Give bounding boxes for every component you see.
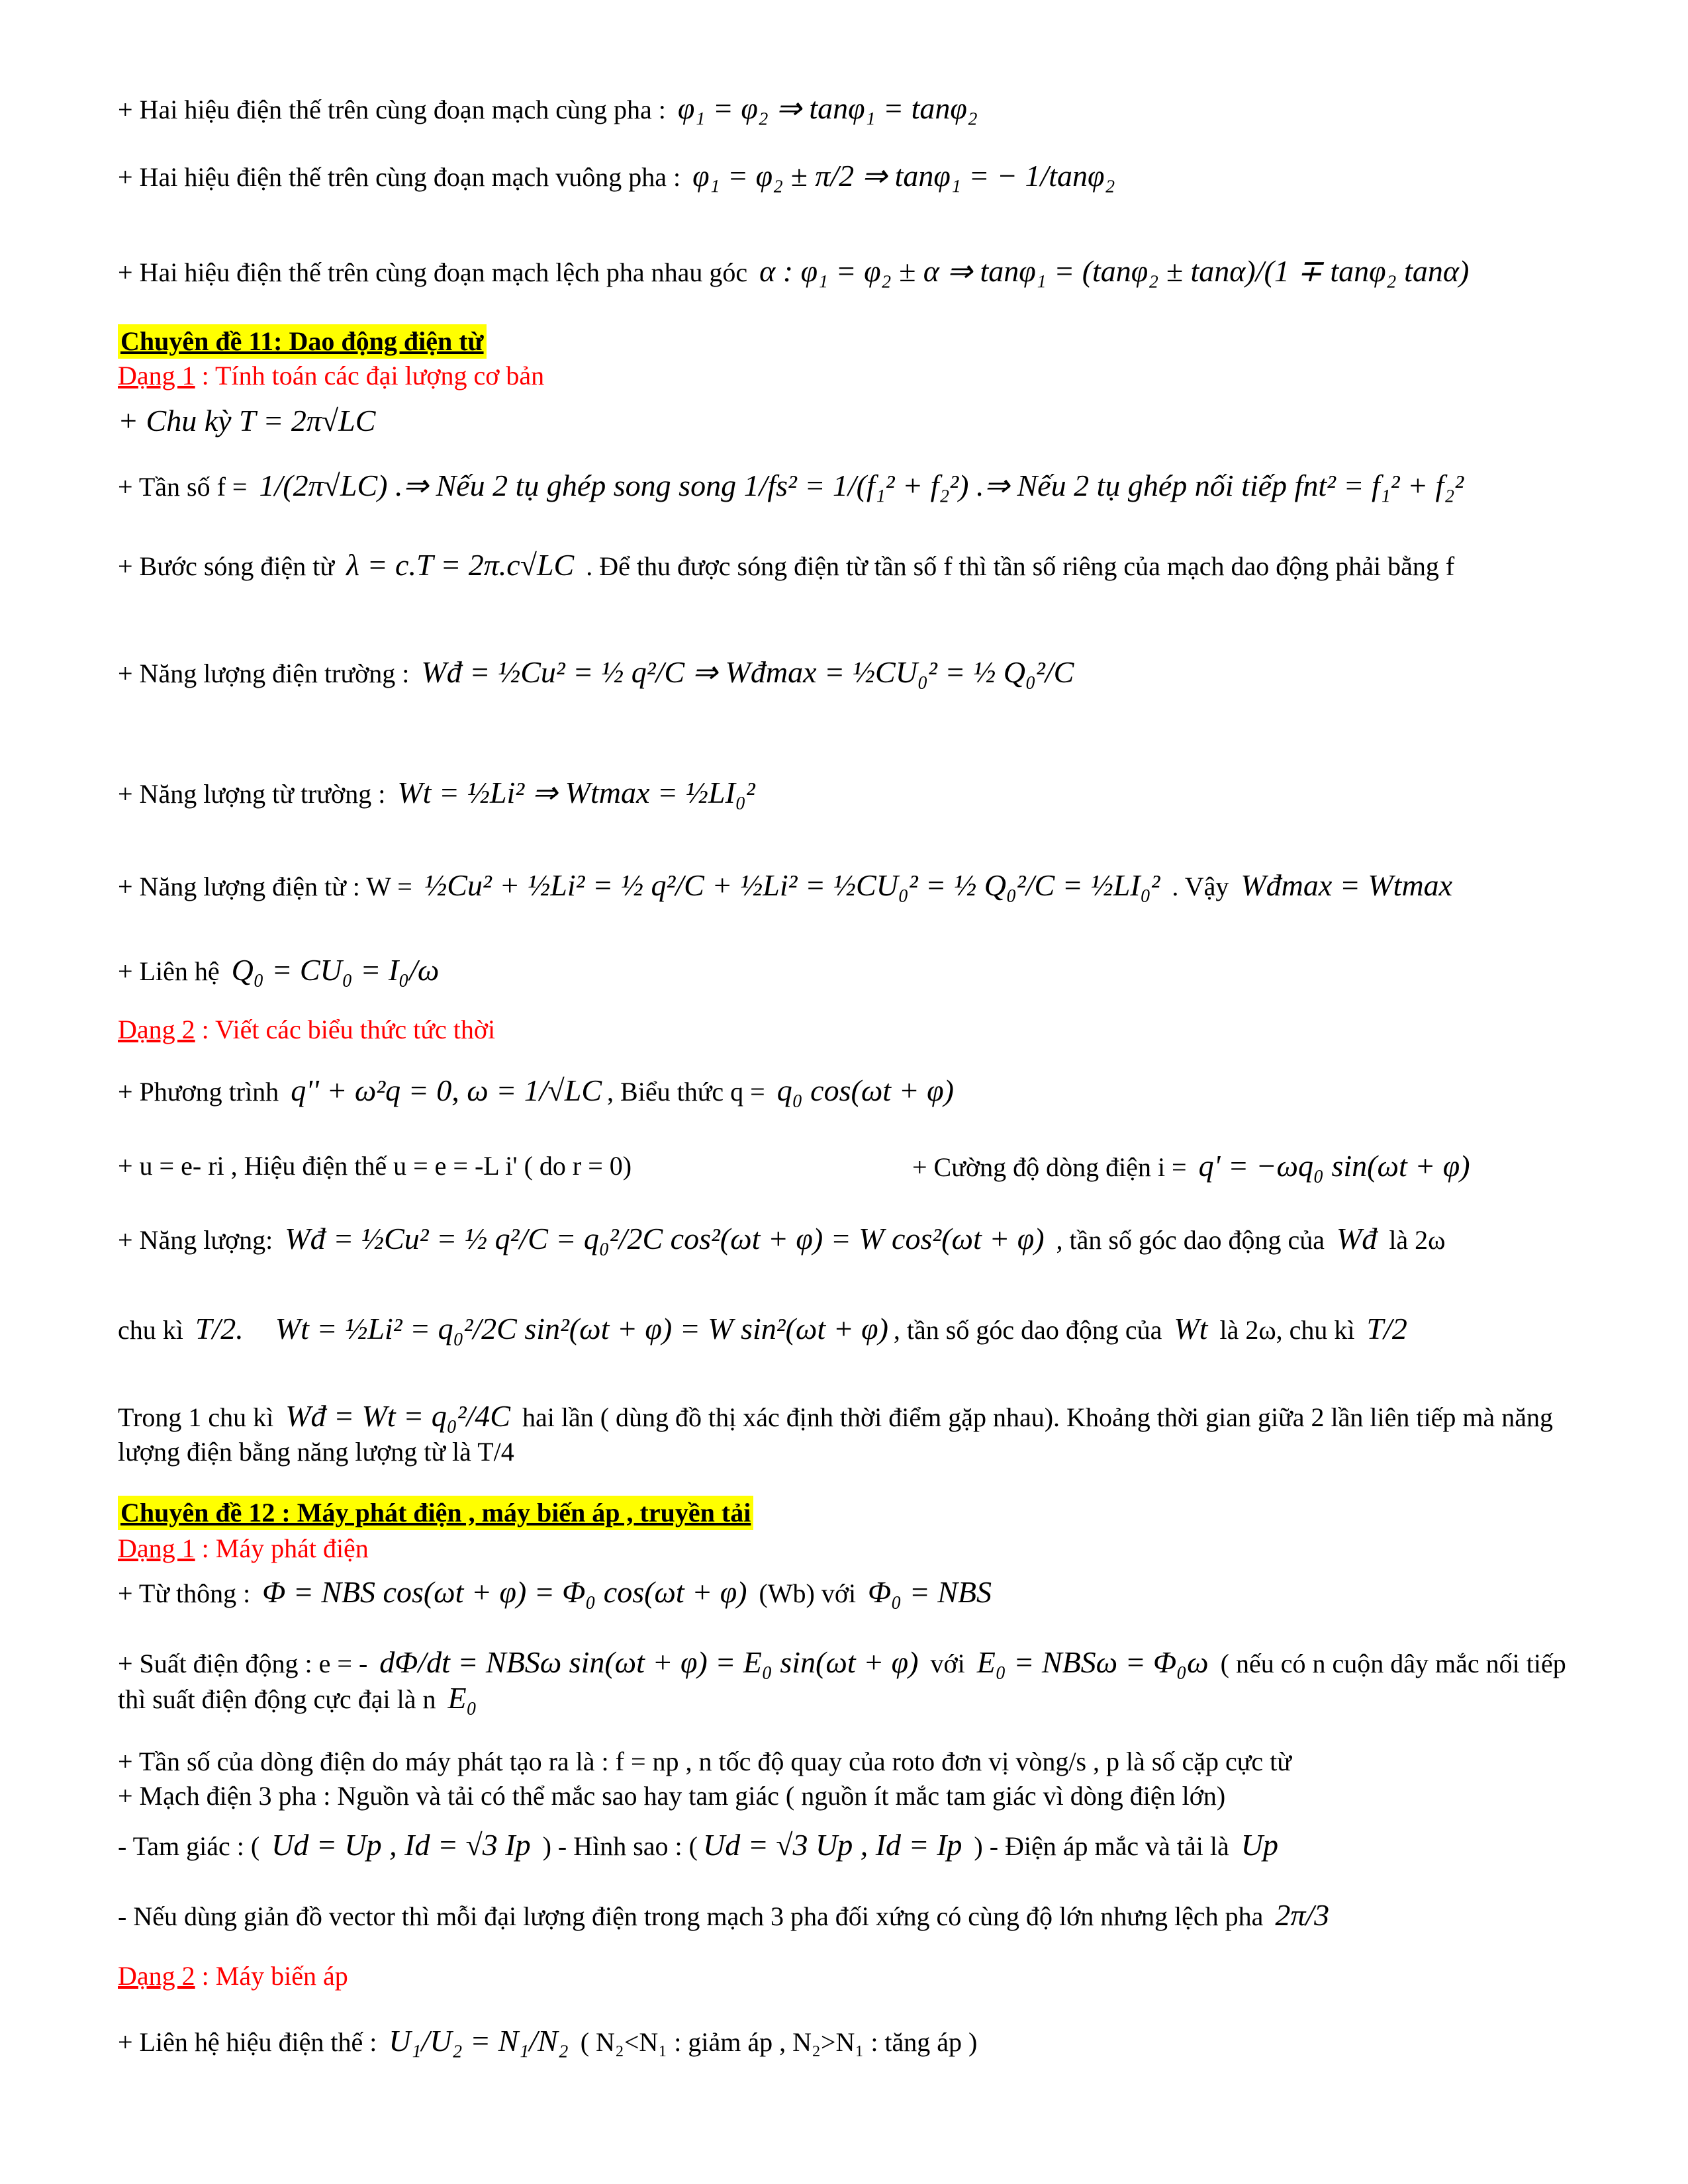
text: + Bước sóng điện từ xyxy=(118,551,342,581)
section-header-11: Chuyên đề 11: Dao động điện từ xyxy=(118,324,487,359)
formula: Φ₀ = NBS xyxy=(868,1575,992,1609)
formula: Φ = NBS cos(ωt + φ) = Φ₀ cos(ωt + φ) xyxy=(262,1575,747,1609)
formula: U₁/U₂ = N₁/N₂ xyxy=(389,2024,569,2058)
formula: T/2 xyxy=(1366,1312,1407,1345)
line-equal-energy xyxy=(118,1399,1594,1469)
formula: Up xyxy=(1241,1828,1278,1862)
line-period xyxy=(118,404,1594,439)
line-emf xyxy=(118,1645,1594,1717)
line-connections xyxy=(118,1828,1594,1864)
text: , tần số góc dao động của xyxy=(893,1315,1169,1345)
formula: Wt = ½Li² ⇒ Wtmax = ½LI₀² xyxy=(397,776,755,809)
formula: Wđ = ½Cu² = ½ q²/C ⇒ Wđmax = ½CU₀² = ½ Q₀²/C xyxy=(421,655,1074,689)
subsection-text: : Máy biến áp xyxy=(195,1961,348,1991)
formula: Ud = Up , Id = √3 Ip xyxy=(271,1828,531,1862)
formula: Wt = ½Li² = q₀²/2C sin²(ωt + φ) = W sin²(ωt + φ) xyxy=(275,1312,888,1345)
formula: λ = c.T = 2π.c√LC xyxy=(346,548,575,582)
subsection-label: Dạng 2 xyxy=(118,1961,195,1991)
formula: φ₁ = φ₂ ± π/2 ⇒ tanφ₁ = − 1/tanφ₂ xyxy=(692,159,1115,193)
line-three-phase xyxy=(118,1779,1594,1813)
line-energy-time xyxy=(118,1222,1594,1257)
text: là 2ω xyxy=(1382,1225,1446,1255)
subsection-type-1 xyxy=(118,359,544,393)
text: + Năng lượng: xyxy=(118,1225,280,1255)
text: + Từ thông : xyxy=(118,1578,258,1608)
line-generator-frequency xyxy=(118,1745,1594,1779)
formula: q' = −ωq₀ sin(ωt + φ) xyxy=(1198,1149,1470,1183)
formula: E₀ = NBSω = Φ₀ω xyxy=(976,1645,1209,1679)
formula: α : φ₁ = φ₂ ± α ⇒ tanφ₁ = (tanφ₂ ± tanα)/(1 ∓ tanφ₂ tanα) xyxy=(759,254,1470,288)
formula: Ud = √3 Up , Id = Ip xyxy=(702,1828,962,1862)
text: ( N₂<N₁ : giảm áp , N₂>N₁ : tăng áp ) xyxy=(573,2027,978,2057)
text: hai lần ( dùng đồ thị xác định thời điểm gặp nhau). Khoảng thời gian giữa 2 lần liên tiếp mà năng lượng điện bằng năng lượng từ là T/4 xyxy=(118,1402,1553,1467)
formula: T/2. xyxy=(195,1312,244,1345)
subsection-type-2 xyxy=(118,1013,495,1047)
text: , tần số góc dao động của xyxy=(1049,1225,1331,1255)
text: . Vậy xyxy=(1165,872,1236,901)
text: ) - Hình sao : ( xyxy=(536,1831,698,1861)
text: + Tần số f = xyxy=(118,472,254,502)
formula: φ₁ = φ₂ ⇒ tanφ₁ = tanφ₂ xyxy=(677,91,978,125)
text: + u = e- ri , Hiệu điện thế u = e = -L i' ( do r = 0) xyxy=(118,1151,632,1181)
text: + Năng lượng điện trường : xyxy=(118,659,416,688)
line-frequency xyxy=(118,469,1594,504)
text: + Năng lượng điện từ : W = xyxy=(118,872,419,901)
text: + Mạch điện 3 pha : Nguồn và tải có thể mắc sao hay tam giác ( nguồn ít mắc tam giác vì dòng điện lớn) xyxy=(118,1781,1226,1811)
line-wavelength xyxy=(118,548,1594,584)
line-quadrature xyxy=(118,159,1594,195)
subsection-transformer xyxy=(118,1959,348,1993)
line-vector-diagram xyxy=(118,1898,1594,1934)
line-equation xyxy=(118,1073,1594,1109)
line-relation xyxy=(118,953,1594,989)
subsection-generator xyxy=(118,1531,369,1566)
text: + Hai hiệu điện thế trên cùng đoạn mạch cùng pha : xyxy=(118,95,673,124)
text: + Hai hiệu điện thế trên cùng đoạn mạch lệch pha nhau góc xyxy=(118,257,755,287)
text: . Để thu được sóng điện từ tần số f thì tần số riêng của mạch dao động phải bằng f xyxy=(579,551,1455,581)
formula: Q₀ = CU₀ = I₀/ω xyxy=(231,953,440,987)
subsection-label: Dạng 2 xyxy=(118,1015,195,1044)
text: + Tần số của dòng điện do máy phát tạo ra là : f = np , n tốc độ quay của roto đơn vị vòng/s , p là số cặp cực từ xyxy=(118,1747,1291,1776)
text: + Năng lượng từ trường : xyxy=(118,779,393,809)
text: với xyxy=(923,1649,972,1678)
line-phase-shift xyxy=(118,254,1594,290)
text: là 2ω, chu kì xyxy=(1213,1315,1362,1345)
text: + Phương trình xyxy=(118,1077,286,1107)
formula: dΦ/dt = NBSω sin(ωt + φ) = E₀ sin(ωt + φ) xyxy=(379,1645,919,1679)
line-voltage-current xyxy=(118,1149,1594,1183)
subsection-text: : Máy phát điện xyxy=(195,1533,369,1563)
text: , Biểu thức q = xyxy=(607,1077,772,1107)
current-expression xyxy=(912,1149,1476,1185)
formula: q'' + ω²q = 0, ω = 1/√LC xyxy=(291,1073,602,1107)
text: + Hai hiệu điện thế trên cùng đoạn mạch vuông pha : xyxy=(118,162,688,192)
formula: Wđ = ½Cu² = ½ q²/C = q₀²/2C cos²(ωt + φ) = W cos²(ωt + φ) xyxy=(285,1222,1045,1255)
text: (Wb) với xyxy=(752,1578,863,1608)
formula: E₀ xyxy=(447,1681,477,1715)
text: + Suất điện động : e = - xyxy=(118,1649,375,1678)
formula: 1/(2π√LC) .⇒ Nếu 2 tụ ghép song song 1/fs² = 1/(f₁² + f₂²) .⇒ Nếu 2 tụ ghép nối tiếp fnt² = f₁² + f₂² xyxy=(259,469,1464,502)
line-magnetic-time xyxy=(118,1312,1594,1347)
subsection-text: : Tính toán các đại lượng cơ bản xyxy=(195,361,545,390)
line-in-phase xyxy=(118,91,1594,127)
section-header-12: Chuyên đề 12 : Máy phát điện , máy biến áp , truyền tải xyxy=(118,1496,753,1530)
formula: ½Cu² + ½Li² = ½ q²/C + ½Li² = ½CU₀² = ½ Q₀²/C = ½LI₀² xyxy=(424,868,1160,902)
formula: Wđ = Wt = q₀²/4C xyxy=(285,1399,510,1433)
line-transformer-relation xyxy=(118,2024,1594,2060)
text: - Nếu dùng giản đồ vector thì mỗi đại lượng điện trong mạch 3 pha đối xứng có cùng độ lớn nhưng lệch pha xyxy=(118,1901,1270,1931)
text: + Cường độ dòng điện i = xyxy=(912,1152,1194,1182)
text: ( nếu có n cuộn dây mắc nối tiếp thì suất điện động cực đại là n xyxy=(118,1649,1566,1714)
formula: Wt xyxy=(1174,1312,1208,1345)
line-magnetic-energy xyxy=(118,776,1594,811)
text: ) - Điện áp mắc và tải là xyxy=(967,1831,1236,1861)
subsection-label: Dạng 1 xyxy=(118,1533,195,1563)
line-electric-energy xyxy=(118,655,1594,691)
formula: Wđmax = Wtmax xyxy=(1241,868,1453,902)
line-flux xyxy=(118,1575,1594,1611)
formula: 2π/3 xyxy=(1275,1898,1330,1932)
formula: + Chu kỳ T = 2π√LC xyxy=(118,404,376,437)
text: Trong 1 chu kì xyxy=(118,1402,281,1432)
text: chu kì xyxy=(118,1315,190,1345)
text: + Liên hệ xyxy=(118,956,226,986)
subsection-text: : Viết các biểu thức tức thời xyxy=(195,1015,496,1044)
line-em-energy xyxy=(118,868,1594,904)
subsection-label: Dạng 1 xyxy=(118,361,195,390)
text: - Tam giác : ( xyxy=(118,1831,267,1861)
text: + Liên hệ hiệu điện thế : xyxy=(118,2027,384,2057)
formula: q₀ cos(ωt + φ) xyxy=(776,1073,954,1107)
formula: Wđ xyxy=(1336,1222,1378,1255)
